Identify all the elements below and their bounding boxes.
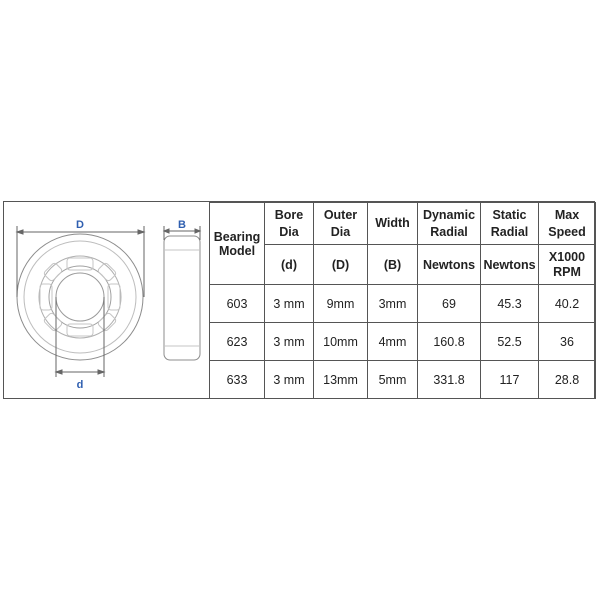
header-line: Radial	[490, 224, 529, 239]
table-row	[210, 285, 596, 323]
bearing-drawing	[4, 202, 208, 398]
spec-panel	[3, 201, 595, 399]
table-cell: 10mm	[314, 323, 368, 361]
unit-cell: (D)	[314, 245, 368, 285]
table-cell: 52.5	[481, 323, 539, 361]
table-cell: 9mm	[314, 285, 368, 323]
table-cell: 623	[210, 323, 265, 361]
table-header-row	[210, 203, 596, 245]
bore-label: d	[76, 379, 84, 391]
header-line: Radial	[430, 224, 468, 239]
table-cell: 160.8	[418, 323, 481, 361]
bearing-diagram-svg	[4, 202, 208, 398]
table-cell: 69	[418, 285, 481, 323]
table-cell: 13mm	[314, 361, 368, 399]
unit-cell: (d)	[265, 245, 314, 285]
header-line: Speed	[548, 224, 586, 239]
table-cell: 633	[210, 361, 265, 399]
header-line: Model	[218, 243, 256, 258]
table-cell: 5mm	[368, 361, 418, 399]
header-line: Bore	[274, 207, 304, 222]
header-line: Max	[554, 207, 580, 222]
table-cell: 603	[210, 285, 265, 323]
header-outer-dia	[314, 203, 368, 245]
table-cell: 45.3	[481, 285, 539, 323]
table-cell: 36	[539, 323, 596, 361]
bore-dimension	[56, 297, 104, 377]
table-cell: 3 mm	[265, 285, 314, 323]
header-static-radial	[481, 203, 539, 245]
bearing-front-view	[17, 234, 143, 360]
unit-cell: Newtons	[481, 245, 539, 285]
table-cell: 3mm	[368, 285, 418, 323]
unit-cell: Newtons	[418, 245, 481, 285]
header-line: Dia	[279, 224, 299, 239]
table-cell: 3 mm	[265, 323, 314, 361]
table-cell: 40.2	[539, 285, 596, 323]
header-line: Bearing	[213, 229, 261, 244]
table-cell: 28.8	[539, 361, 596, 399]
table-cell: 331.8	[418, 361, 481, 399]
header-line: Width	[375, 216, 410, 230]
table-row	[210, 361, 596, 399]
bearing-side-view	[164, 236, 200, 360]
header-bore-dia	[265, 203, 314, 245]
header-width	[368, 203, 418, 245]
outer-diameter-label: D	[76, 219, 84, 231]
table-cell: 4mm	[368, 323, 418, 361]
header-bearing-model	[210, 203, 265, 285]
header-max-speed	[539, 203, 596, 245]
header-line: Outer	[323, 207, 358, 222]
unit-cell-speed: X1000 RPM	[539, 245, 596, 285]
header-line: Dia	[330, 224, 351, 239]
unit-cell: (B)	[368, 245, 418, 285]
bearing-spec-table	[209, 202, 596, 399]
header-line: Static	[492, 207, 527, 222]
table-row	[210, 323, 596, 361]
header-line: Dynamic	[422, 207, 476, 222]
table-cell: 3 mm	[265, 361, 314, 399]
width-label: B	[178, 219, 186, 231]
header-dynamic-radial	[418, 203, 481, 245]
table-cell: 117	[481, 361, 539, 399]
table-units-row	[210, 245, 596, 285]
